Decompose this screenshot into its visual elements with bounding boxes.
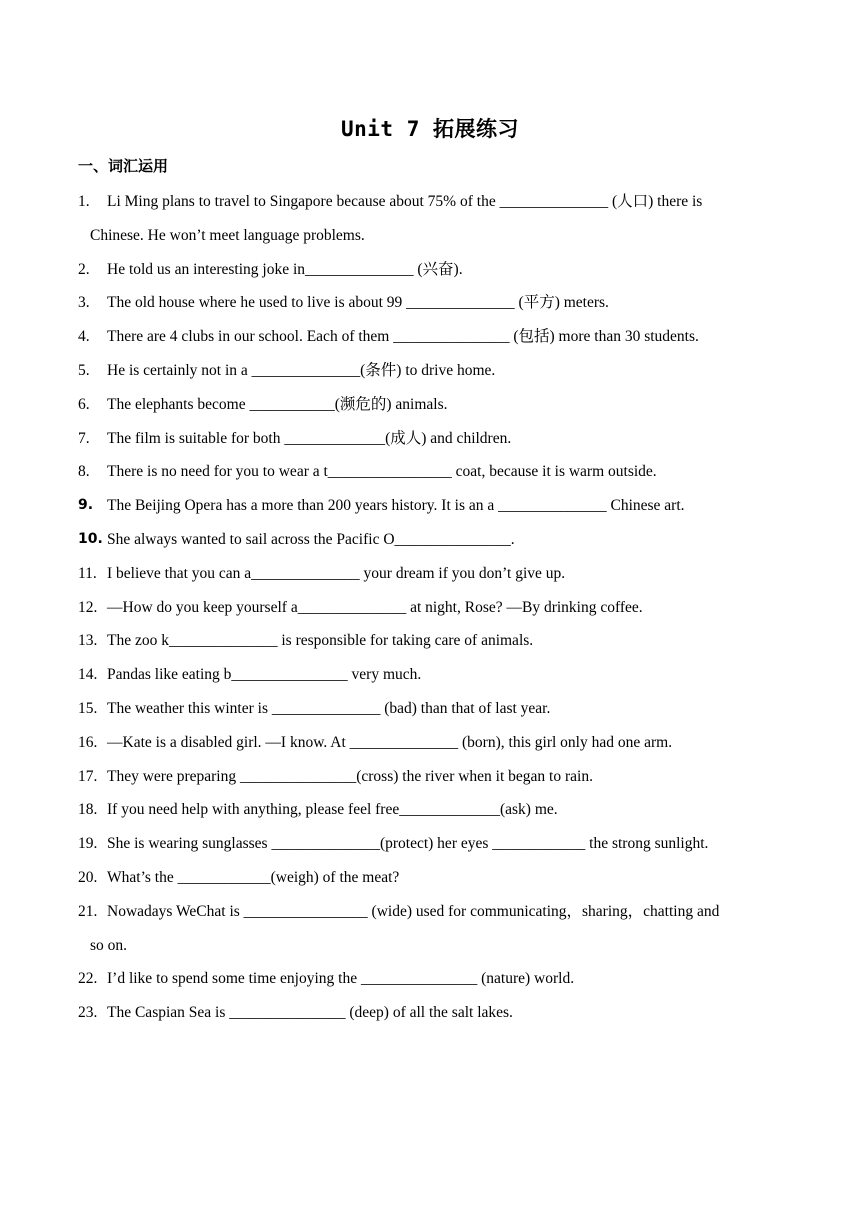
exercise-text: Pandas like eating b_______________ very much. xyxy=(107,666,422,684)
exercise-item xyxy=(78,692,790,726)
exercise-text: If you need help with anything, please feel free_____________(ask) me. xyxy=(107,801,558,819)
exercise-number: 22. xyxy=(78,970,98,988)
exercise-item xyxy=(78,557,790,591)
exercise-number: 2. xyxy=(78,260,90,278)
exercise-number: 10. xyxy=(78,530,103,547)
exercise-item xyxy=(78,320,790,354)
exercise-text-continuation: Chinese. He won’t meet language problems. xyxy=(90,226,365,244)
exercise-text: I believe that you can a______________ your dream if you don’t give up. xyxy=(107,564,566,582)
exercise-text: Nowadays WeChat is ________________ (wide) used for communicating，sharing，chatting and xyxy=(107,902,720,920)
exercise-text: There are 4 clubs in our school. Each of them _______________ (包括) more than 30 students. xyxy=(107,328,699,346)
exercise-item xyxy=(78,624,790,658)
section-heading: 一、词汇运用 xyxy=(78,157,169,175)
exercise-number: 17. xyxy=(78,767,98,785)
exercise-item xyxy=(78,286,790,320)
exercise-text: The weather this winter is ______________ (bad) than that of last year. xyxy=(107,699,551,717)
exercise-number: 4. xyxy=(78,328,90,346)
exercise-number: 5. xyxy=(78,361,90,379)
exercise-item xyxy=(78,726,790,760)
exercise-text: Li Ming plans to travel to Singapore because about 75% of the ______________ (人口) there is xyxy=(107,193,703,210)
exercise-item xyxy=(78,455,790,489)
exercise-number: 1. xyxy=(78,193,90,210)
exercise-text: The elephants become ___________(濒危的) animals. xyxy=(107,395,448,413)
exercise-text: The film is suitable for both _____________(成人) and children. xyxy=(107,429,512,447)
exercise-item xyxy=(78,861,790,895)
exercise-number: 14. xyxy=(78,666,98,684)
exercise-number: 9. xyxy=(78,497,94,514)
exercise-number: 8. xyxy=(78,463,90,481)
exercise-text: There is no need for you to wear a t________________ coat, because it is warm outside. xyxy=(107,463,657,481)
exercise-item xyxy=(78,996,790,1030)
exercise-item xyxy=(78,827,790,861)
exercise-text: —How do you keep yourself a______________ at night, Rose? —By drinking coffee. xyxy=(107,598,643,616)
exercise-item xyxy=(78,793,790,827)
exercise-number: 13. xyxy=(78,632,98,650)
page-title: Unit 7 拓展练习 xyxy=(340,117,519,141)
exercise-item xyxy=(78,962,790,996)
exercise-text: The Caspian Sea is _______________ (deep) of all the salt lakes. xyxy=(107,1004,513,1022)
exercise-number: 16. xyxy=(78,733,98,751)
exercise-number: 18. xyxy=(78,801,98,819)
exercise-item xyxy=(78,253,790,287)
exercise-item xyxy=(78,422,790,456)
exercise-number: 7. xyxy=(78,429,90,447)
exercise-list xyxy=(78,185,790,1030)
exercise-item xyxy=(78,388,790,422)
exercise-item xyxy=(78,354,790,388)
exercise-number: 3. xyxy=(78,294,90,312)
exercise-text: They were preparing _______________(cross) the river when it began to rain. xyxy=(107,767,593,785)
exercise-item xyxy=(78,489,790,523)
exercise-item xyxy=(78,658,790,692)
exercise-text: —Kate is a disabled girl. —I know. At ______________ (born), this girl only had one arm. xyxy=(107,733,673,751)
exercise-item xyxy=(78,591,790,625)
exercise-number: 6. xyxy=(78,395,90,413)
exercise-number: 11. xyxy=(78,564,97,582)
exercise-text: The old house where he used to live is about 99 ______________ (平方) meters. xyxy=(107,294,609,312)
exercise-number: 12. xyxy=(78,598,98,616)
exercise-text-continuation: so on. xyxy=(90,936,128,954)
exercise-number: 23. xyxy=(78,1004,98,1022)
exercise-item xyxy=(78,185,790,219)
exercise-number: 20. xyxy=(78,868,98,886)
exercise-text: He is certainly not in a ______________(条件) to drive home. xyxy=(107,361,496,379)
exercise-text: The zoo k______________ is responsible for taking care of animals. xyxy=(107,632,534,650)
exercise-item xyxy=(78,523,790,557)
exercise-text: She is wearing sunglasses ______________(protect) her eyes ____________ the strong sunlight. xyxy=(107,835,709,853)
exercise-item xyxy=(78,895,790,929)
exercise-number: 15. xyxy=(78,699,98,717)
exercise-number: 21. xyxy=(78,902,98,920)
exercise-item xyxy=(78,760,790,794)
exercise-text: The Beijing Opera has a more than 200 years history. It is an a ______________ Chinese art. xyxy=(107,497,685,515)
exercise-text: She always wanted to sail across the Pacific O_______________. xyxy=(107,530,515,548)
exercise-text: I’d like to spend some time enjoying the _______________ (nature) world. xyxy=(107,970,575,988)
exercise-text: What’s the ____________(weigh) of the meat? xyxy=(107,868,400,886)
exercise-number: 19. xyxy=(78,835,98,853)
exercise-text: He told us an interesting joke in______________ (兴奋). xyxy=(107,260,463,278)
